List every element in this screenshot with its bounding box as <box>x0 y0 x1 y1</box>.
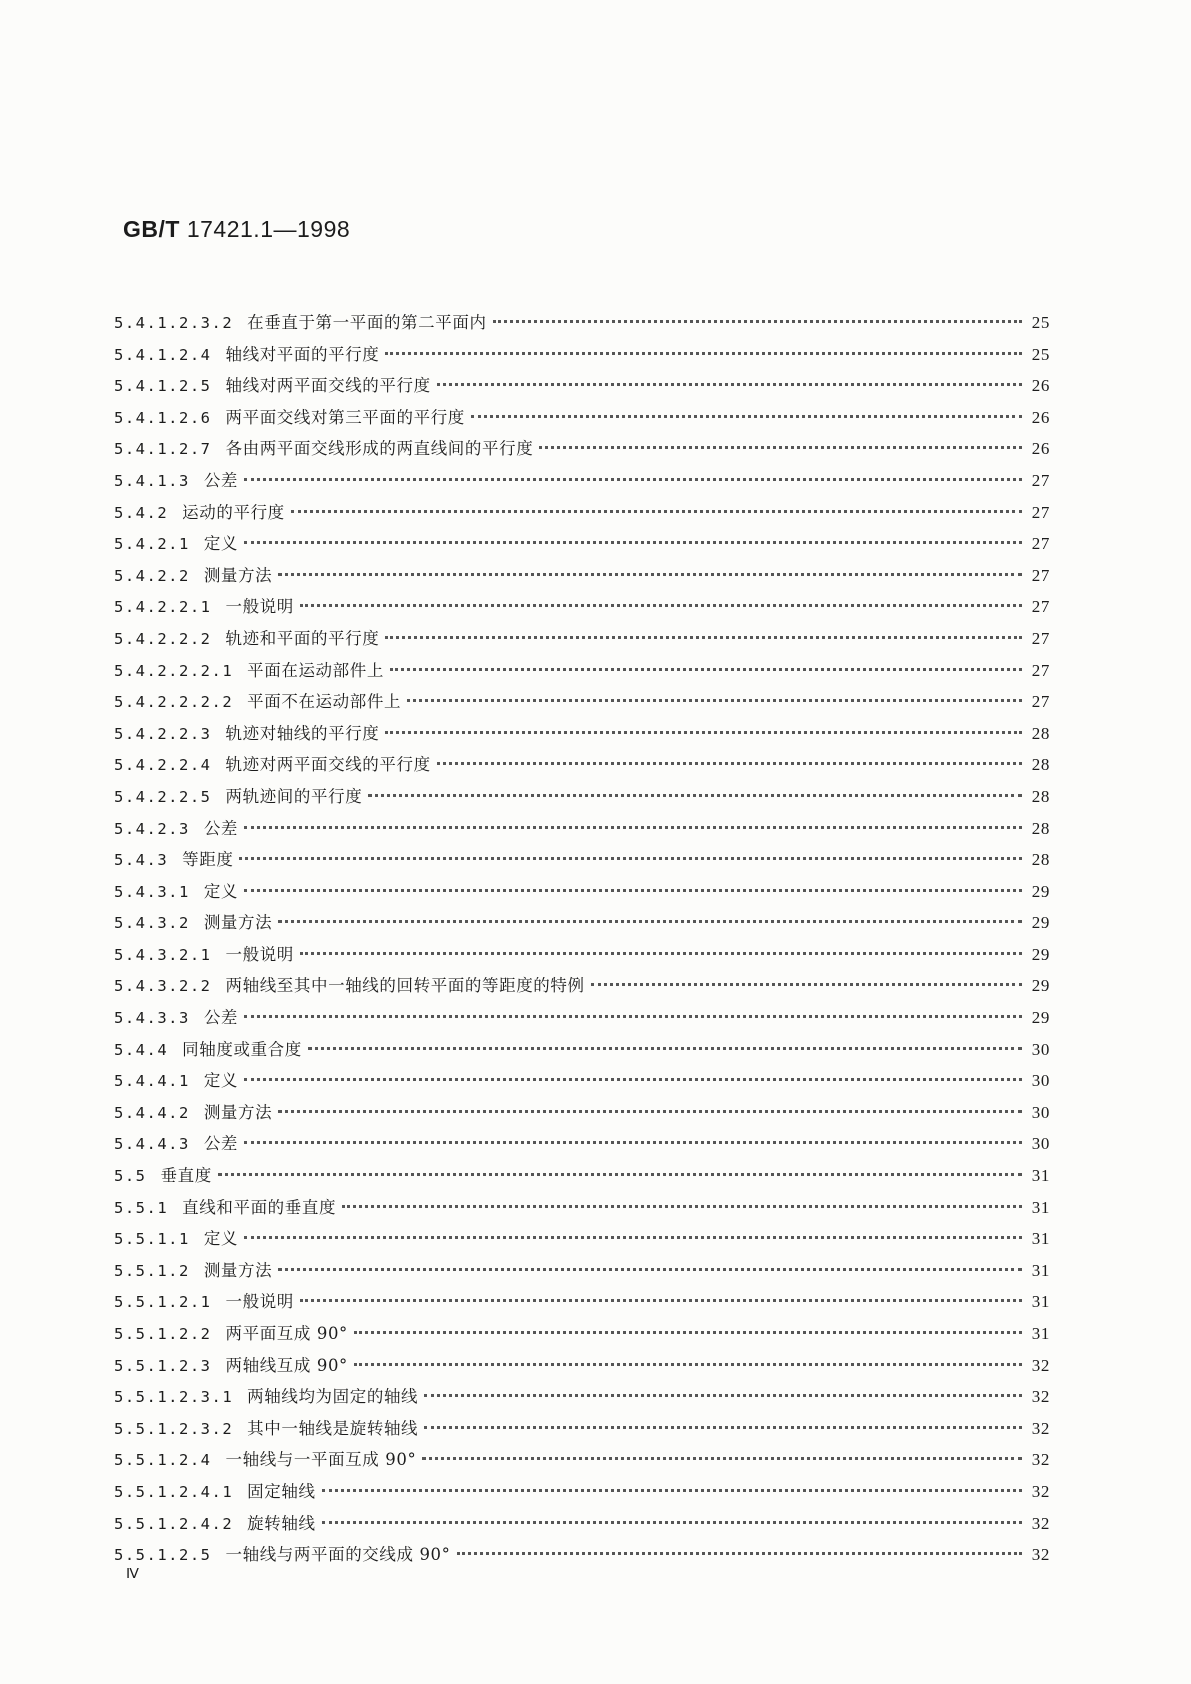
toc-entry-title: 公差 <box>203 1008 239 1028</box>
toc-entry-number: 5.4.2.2.2.2 <box>114 693 234 712</box>
toc-leader-dots <box>422 1457 1022 1460</box>
toc-entry-title: 旋转轴线 <box>247 1513 316 1533</box>
toc-entry-number: 5.4.1.2.3.2 <box>114 314 234 332</box>
toc-entry-title: 测量方法 <box>203 565 273 585</box>
toc-entry-title: 轨迹对轴线的平行度 <box>225 723 380 743</box>
toc-entry-title: 定义 <box>203 1229 239 1249</box>
toc-entry[interactable] <box>114 1415 1050 1447</box>
toc-entry-number: 5.5 <box>114 1167 147 1186</box>
toc-entry-number: 5.4.2.3 <box>114 819 190 838</box>
toc-entry-number: 5.4.3.2.2 <box>114 977 212 996</box>
toc-entry[interactable] <box>114 783 1050 815</box>
toc-entry-title: 两轴线均为固定的轴线 <box>247 1387 419 1407</box>
toc-entry[interactable] <box>114 1004 1050 1036</box>
toc-leader-dots <box>300 952 1022 955</box>
toc-entry[interactable] <box>114 404 1050 436</box>
toc-leader-dots <box>244 1141 1022 1144</box>
toc-leader-dots <box>278 573 1022 576</box>
toc-leader-dots <box>354 1363 1022 1366</box>
toc-entry-title: 其中一轴线是旋转轴线 <box>247 1418 419 1438</box>
toc-entry-number: 5.5.1.2.5 <box>114 1546 212 1565</box>
toc-entry-title: 运动的平行度 <box>182 502 285 522</box>
toc-entry-number: 5.4.1.2.6 <box>114 408 212 427</box>
toc-leader-dots <box>278 920 1022 923</box>
toc-entry-title: 一般说明 <box>225 944 294 964</box>
toc-entry[interactable] <box>114 1352 1050 1384</box>
toc-entry-page: 32 <box>1031 1481 1050 1501</box>
toc-entry-title: 在垂直于第一平面的第二平面内 <box>247 313 487 332</box>
toc-entry[interactable] <box>114 372 1050 404</box>
toc-entry-number: 5.5.1 <box>114 1198 169 1217</box>
toc-entry-title: 两平面互成 90° <box>225 1324 348 1343</box>
toc-entry-title: 一般说明 <box>225 597 294 617</box>
toc-entry-number: 5.4.1.2.4 <box>114 345 212 364</box>
toc-entry[interactable] <box>114 878 1050 910</box>
toc-entry-number: 5.5.1.1 <box>114 1230 190 1249</box>
toc-entry-page: 27 <box>1031 628 1050 648</box>
toc-entry-number: 5.4.3.2 <box>114 914 190 933</box>
toc-entry-page: 29 <box>1031 913 1050 933</box>
toc-entry-page: 29 <box>1031 944 1050 964</box>
toc-entry[interactable] <box>114 720 1050 752</box>
toc-entry-page: 29 <box>1031 976 1050 996</box>
toc-entry-number: 5.5.1.2.2 <box>114 1325 212 1343</box>
toc-entry-page: 26 <box>1031 439 1050 459</box>
toc-entry-page: 26 <box>1031 407 1050 427</box>
toc-entry-page: 31 <box>1031 1166 1050 1186</box>
toc-leader-dots <box>385 352 1022 355</box>
toc-entry[interactable] <box>114 657 1050 689</box>
toc-entry-title: 平面不在运动部件上 <box>247 692 402 712</box>
table-of-contents <box>114 309 1050 1573</box>
toc-entry-title: 垂直度 <box>160 1166 212 1186</box>
toc-entry-title: 两轨迹间的平行度 <box>225 786 363 806</box>
toc-entry-page: 25 <box>1031 344 1050 364</box>
toc-entry-title: 轴线对两平面交线的平行度 <box>225 376 431 396</box>
toc-entry[interactable] <box>114 1257 1050 1289</box>
toc-entry-title: 测量方法 <box>203 1260 273 1280</box>
toc-leader-dots <box>385 731 1022 734</box>
toc-entry[interactable] <box>114 909 1050 941</box>
toc-entry-page: 27 <box>1031 692 1050 712</box>
toc-leader-dots <box>539 446 1022 449</box>
toc-leader-dots <box>437 762 1022 765</box>
toc-entry-number: 5.4.1.2.5 <box>114 377 212 396</box>
toc-entry[interactable] <box>114 1225 1050 1257</box>
toc-entry-number: 5.4.2.2.2.1 <box>114 661 234 680</box>
toc-entry[interactable] <box>114 1478 1050 1510</box>
toc-entry-number: 5.4.2.1 <box>114 535 190 554</box>
toc-entry-page: 30 <box>1031 1134 1050 1154</box>
toc-leader-dots <box>493 320 1022 323</box>
toc-leader-dots <box>244 889 1022 892</box>
toc-leader-dots <box>322 1521 1022 1524</box>
toc-entry-page: 31 <box>1031 1260 1050 1280</box>
toc-entry[interactable] <box>114 1541 1050 1573</box>
toc-leader-dots <box>244 826 1022 829</box>
toc-entry-number: 5.4.1.3 <box>114 471 190 490</box>
toc-entry[interactable] <box>114 1162 1050 1194</box>
toc-entry[interactable] <box>114 1510 1050 1542</box>
toc-entry-page: 26 <box>1031 376 1050 396</box>
toc-entry-number: 5.4.3.2.1 <box>114 945 212 964</box>
toc-entry-title: 一轴线与一平面互成 90° <box>225 1450 417 1470</box>
toc-entry-title: 轴线对平面的平行度 <box>225 344 380 364</box>
toc-entry-number: 5.4.3.3 <box>114 1009 190 1028</box>
toc-entry[interactable] <box>114 972 1050 1004</box>
toc-entry-number: 5.4.1.2.7 <box>114 440 212 459</box>
toc-entry[interactable] <box>114 1067 1050 1099</box>
toc-entry-page: 27 <box>1031 470 1050 490</box>
toc-entry-title: 测量方法 <box>203 913 273 933</box>
document-header <box>123 216 350 243</box>
toc-entry-number: 5.4.4.3 <box>114 1135 190 1154</box>
toc-leader-dots <box>239 857 1022 860</box>
toc-leader-dots <box>390 668 1022 671</box>
toc-entry[interactable] <box>114 1383 1050 1415</box>
toc-leader-dots <box>300 1299 1022 1302</box>
toc-entry[interactable] <box>114 941 1050 973</box>
standard-code: GB/T <box>123 216 180 242</box>
toc-leader-dots <box>244 541 1022 544</box>
toc-entry-number: 5.4.2.2 <box>114 566 190 585</box>
toc-leader-dots <box>244 1015 1022 1018</box>
toc-entry-title: 一轴线与两平面的交线成 90° <box>225 1545 451 1565</box>
toc-entry-number: 5.4.3.1 <box>114 882 190 901</box>
toc-entry[interactable] <box>114 625 1050 657</box>
toc-leader-dots <box>300 604 1022 607</box>
toc-entry-page: 28 <box>1031 786 1050 806</box>
toc-entry-number: 5.5.1.2.3 <box>114 1356 212 1375</box>
toc-entry-page: 30 <box>1031 1071 1050 1091</box>
toc-entry-number: 5.5.1.2.4.1 <box>114 1482 234 1501</box>
toc-entry-number: 5.5.1.2.1 <box>114 1293 212 1312</box>
toc-leader-dots <box>437 383 1022 386</box>
toc-leader-dots <box>244 1236 1022 1239</box>
toc-entry-number: 5.4.2 <box>114 503 169 522</box>
toc-entry-page: 27 <box>1031 660 1050 680</box>
toc-leader-dots <box>424 1426 1022 1429</box>
toc-entry-page: 29 <box>1031 1008 1050 1028</box>
toc-entry[interactable] <box>114 751 1050 783</box>
toc-entry-title: 公差 <box>203 818 239 838</box>
toc-entry-number: 5.5.1.2.3.2 <box>114 1419 234 1438</box>
toc-entry-number: 5.4.2.2.5 <box>114 787 212 806</box>
toc-entry-title: 两轴线至其中一轴线的回转平面的等距度的特例 <box>225 976 585 996</box>
toc-leader-dots <box>385 636 1022 639</box>
toc-leader-dots <box>457 1552 1023 1555</box>
toc-entry[interactable] <box>114 530 1050 562</box>
toc-entry-number: 5.4.4 <box>114 1040 169 1059</box>
toc-entry-title: 公差 <box>203 470 239 490</box>
toc-entry-page: 31 <box>1031 1292 1050 1312</box>
page-number: Ⅳ <box>126 1567 139 1582</box>
toc-leader-dots <box>218 1173 1022 1176</box>
toc-entry-page: 31 <box>1031 1324 1050 1343</box>
toc-entry[interactable] <box>114 846 1050 878</box>
toc-entry[interactable] <box>114 593 1050 625</box>
toc-entry-page: 32 <box>1031 1450 1050 1470</box>
toc-entry-page: 31 <box>1031 1229 1050 1249</box>
toc-entry-page: 28 <box>1031 850 1050 870</box>
toc-entry-number: 5.5.1.2.3.1 <box>114 1388 234 1407</box>
toc-entry[interactable] <box>114 1130 1050 1162</box>
toc-entry[interactable] <box>114 1099 1050 1131</box>
toc-entry[interactable] <box>114 688 1050 720</box>
toc-entry[interactable] <box>114 815 1050 847</box>
toc-entry-page: 32 <box>1031 1387 1050 1407</box>
toc-entry-page: 27 <box>1031 597 1050 617</box>
toc-leader-dots <box>244 1078 1022 1081</box>
toc-entry-page: 28 <box>1031 755 1050 775</box>
toc-entry-page: 27 <box>1031 502 1050 522</box>
toc-entry-page: 32 <box>1031 1355 1050 1375</box>
toc-leader-dots <box>407 699 1022 702</box>
toc-entry-number: 5.5.1.2.4 <box>114 1451 212 1470</box>
toc-entry-title: 测量方法 <box>203 1102 273 1122</box>
toc-leader-dots <box>424 1394 1022 1397</box>
toc-entry-page: 25 <box>1031 313 1050 332</box>
toc-entry-page: 32 <box>1031 1545 1050 1565</box>
toc-entry-page: 32 <box>1031 1513 1050 1533</box>
toc-entry[interactable] <box>114 341 1050 373</box>
toc-leader-dots <box>471 415 1022 418</box>
toc-entry[interactable] <box>114 1320 1050 1352</box>
toc-entry-title: 定义 <box>203 1071 239 1091</box>
toc-entry-title: 定义 <box>203 881 239 901</box>
toc-leader-dots <box>278 1110 1022 1113</box>
toc-entry-title: 直线和平面的垂直度 <box>182 1197 337 1217</box>
toc-entry[interactable] <box>114 309 1050 341</box>
toc-entry-number: 5.4.2.2.3 <box>114 724 212 743</box>
toc-entry-title: 轨迹对两平面交线的平行度 <box>225 755 431 775</box>
toc-entry-title: 定义 <box>203 534 239 554</box>
toc-entry-number: 5.4.3 <box>114 851 169 870</box>
toc-entry-number: 5.4.2.2.2 <box>114 629 212 648</box>
toc-entry-title: 平面在运动部件上 <box>247 660 384 680</box>
toc-entry-page: 30 <box>1031 1102 1050 1122</box>
toc-entry-title: 一般说明 <box>225 1292 294 1312</box>
toc-entry-title: 两平面交线对第三平面的平行度 <box>225 407 465 427</box>
toc-leader-dots <box>308 1047 1022 1050</box>
toc-entry[interactable] <box>114 467 1050 499</box>
toc-entry-page: 32 <box>1031 1418 1050 1438</box>
toc-entry-page: 30 <box>1031 1039 1050 1059</box>
toc-entry-title: 固定轴线 <box>247 1481 316 1501</box>
toc-leader-dots <box>278 1268 1022 1271</box>
toc-entry-page: 31 <box>1031 1197 1050 1217</box>
toc-entry-title: 各由两平面交线形成的两直线间的平行度 <box>225 439 534 459</box>
toc-entry-number: 5.5.1.2.4.2 <box>114 1514 234 1533</box>
toc-entry-page: 29 <box>1031 881 1050 901</box>
toc-entry-number: 5.4.2.2.4 <box>114 756 212 775</box>
toc-entry[interactable] <box>114 1194 1050 1226</box>
toc-entry-page: 28 <box>1031 818 1050 838</box>
toc-leader-dots <box>591 983 1022 986</box>
standard-number: 17421.1—1998 <box>186 216 351 242</box>
toc-entry-number: 5.4.4.2 <box>114 1103 190 1122</box>
toc-entry[interactable] <box>114 435 1050 467</box>
toc-entry-title: 公差 <box>203 1134 239 1154</box>
toc-entry[interactable] <box>114 562 1050 594</box>
toc-leader-dots <box>368 794 1022 797</box>
toc-entry-page: 28 <box>1031 723 1050 743</box>
toc-entry-page: 27 <box>1031 565 1050 585</box>
toc-entry-number: 5.5.1.2 <box>114 1261 190 1280</box>
toc-entry[interactable] <box>114 1036 1050 1068</box>
toc-entry-number: 5.4.2.2.1 <box>114 598 212 617</box>
toc-entry-title: 轨迹和平面的平行度 <box>225 628 380 648</box>
toc-leader-dots <box>354 1331 1022 1334</box>
toc-leader-dots <box>322 1489 1022 1492</box>
toc-leader-dots <box>244 478 1022 481</box>
toc-entry[interactable] <box>114 1446 1050 1478</box>
toc-entry[interactable] <box>114 1288 1050 1320</box>
toc-entry-title: 两轴线互成 90° <box>225 1355 348 1375</box>
toc-leader-dots <box>342 1205 1022 1208</box>
toc-entry-page: 27 <box>1031 534 1050 554</box>
toc-entry-title: 等距度 <box>182 850 234 870</box>
toc-entry[interactable] <box>114 499 1050 531</box>
toc-entry-title: 同轴度或重合度 <box>182 1039 302 1059</box>
toc-entry-number: 5.4.4.1 <box>114 1072 190 1091</box>
toc-leader-dots <box>291 510 1022 513</box>
